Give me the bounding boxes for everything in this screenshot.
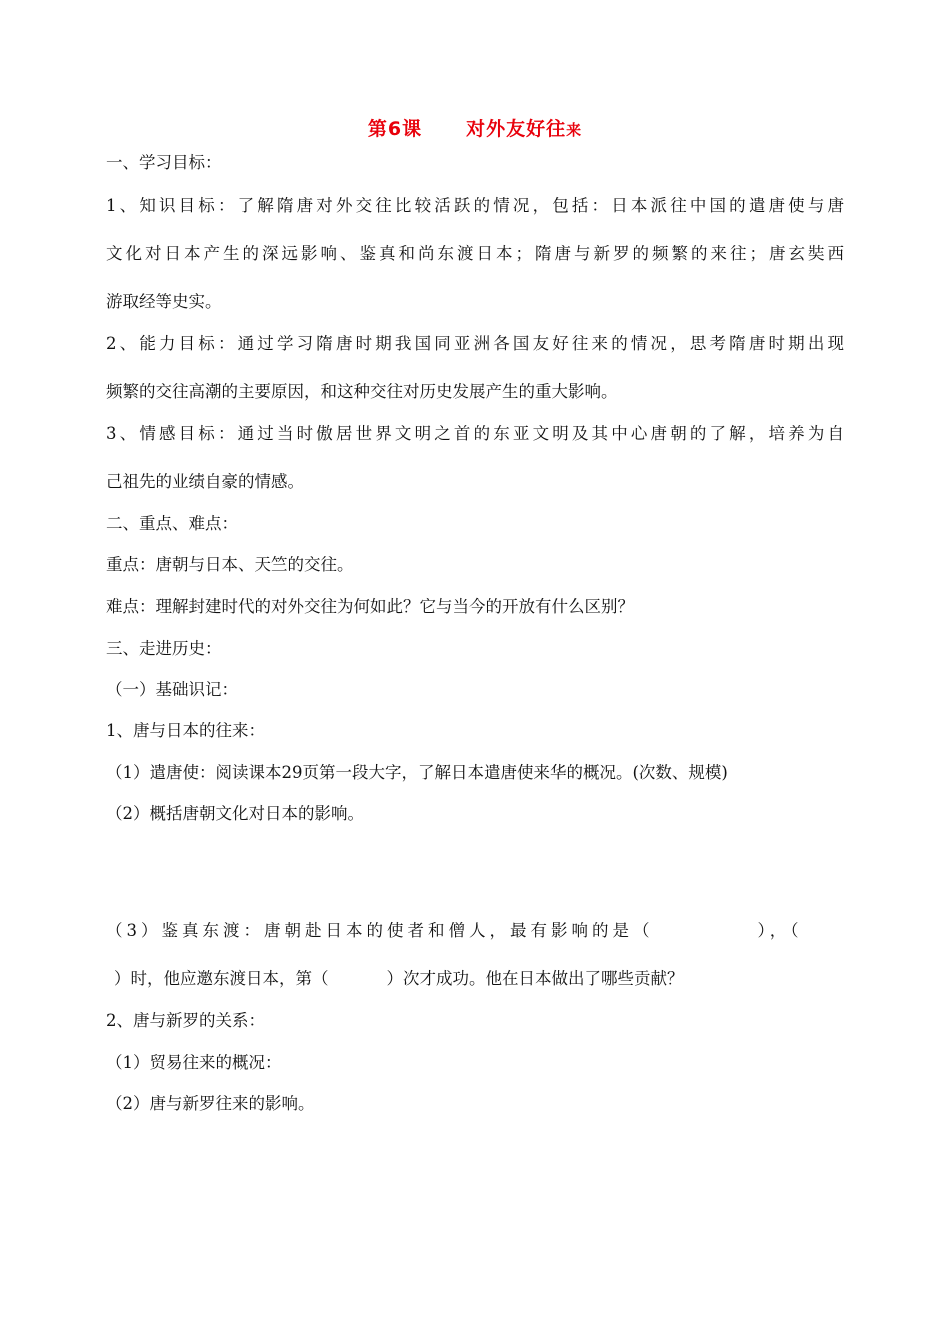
- section-heading-history: 三、走进历史：: [106, 639, 222, 658]
- lesson-name: 对外友好往: [466, 118, 567, 140]
- question-influence: （2）概括唐朝文化对日本的影响。: [106, 804, 364, 823]
- question-trade: （1）贸易往来的概况：: [106, 1053, 282, 1072]
- lesson-number: 第6课: [367, 118, 423, 140]
- lesson-name-tail: 来: [566, 121, 583, 139]
- goal-ability-line-1: 2、能力目标：通过学习隋唐时期我国同亚洲各国友好往来的情况，思考隋唐时期出现: [106, 334, 844, 353]
- question-jianzhen-text-a: （3）鉴真东渡：唐朝赴日本的使者和僧人，最有影响的是（: [106, 921, 654, 940]
- section-heading-key-points: 二、重点、难点：: [106, 514, 238, 533]
- goal-knowledge-line-1: 1、知识目标：了解隋唐对外交往比较活跃的情况，包括：日本派往中国的遣唐使与唐: [106, 196, 844, 215]
- goal-knowledge-line-2: 文化对日本产生的深远影响、鉴真和尚东渡日本；隋唐与新罗的频繁的来往；唐玄奘西: [106, 244, 844, 263]
- question-envoys: （1）遣唐使：阅读课本29页第一段大字，了解日本遣唐使来华的概况。(次数、规模): [106, 763, 728, 782]
- question-jianzhen-text-b: ），（: [757, 921, 803, 940]
- topic-japan: 1、唐与日本的往来：: [106, 721, 265, 740]
- topic-silla: 2、唐与新罗的关系：: [106, 1011, 265, 1030]
- goal-knowledge-line-3: 游取经等史实。: [106, 292, 222, 311]
- subsection-basic: （一）基础识记：: [106, 680, 238, 699]
- question-jianzhen-text-d: ）次才成功。他在日本做出了哪些贡献？: [386, 969, 684, 988]
- goal-ability-line-2: 频繁的交往高潮的主要原因，和这种交往对历史发展产生的重大影响。: [106, 382, 618, 401]
- goal-emotion-line-2: 己祖先的业绩自豪的情感。: [106, 472, 304, 491]
- key-point-difficulty: 难点：理解封建时代的对外交往为何如此？它与当今的开放有什么区别？: [106, 597, 634, 616]
- question-silla-influence: （2）唐与新罗往来的影响。: [106, 1094, 315, 1113]
- question-jianzhen-line-2: [106, 968, 684, 990]
- lesson-title: [0, 114, 950, 141]
- question-jianzhen-line-1: [106, 920, 803, 942]
- section-heading-goals: 一、学习目标：: [106, 153, 222, 172]
- goal-emotion-line-1: 3、情感目标：通过当时傲居世界文明之首的东亚文明及其中心唐朝的了解，培养为自: [106, 424, 844, 443]
- key-point-focus: 重点：唐朝与日本、天竺的交往。: [106, 555, 354, 574]
- question-jianzhen-text-c: ）时，他应邀东渡日本，第（: [114, 969, 329, 988]
